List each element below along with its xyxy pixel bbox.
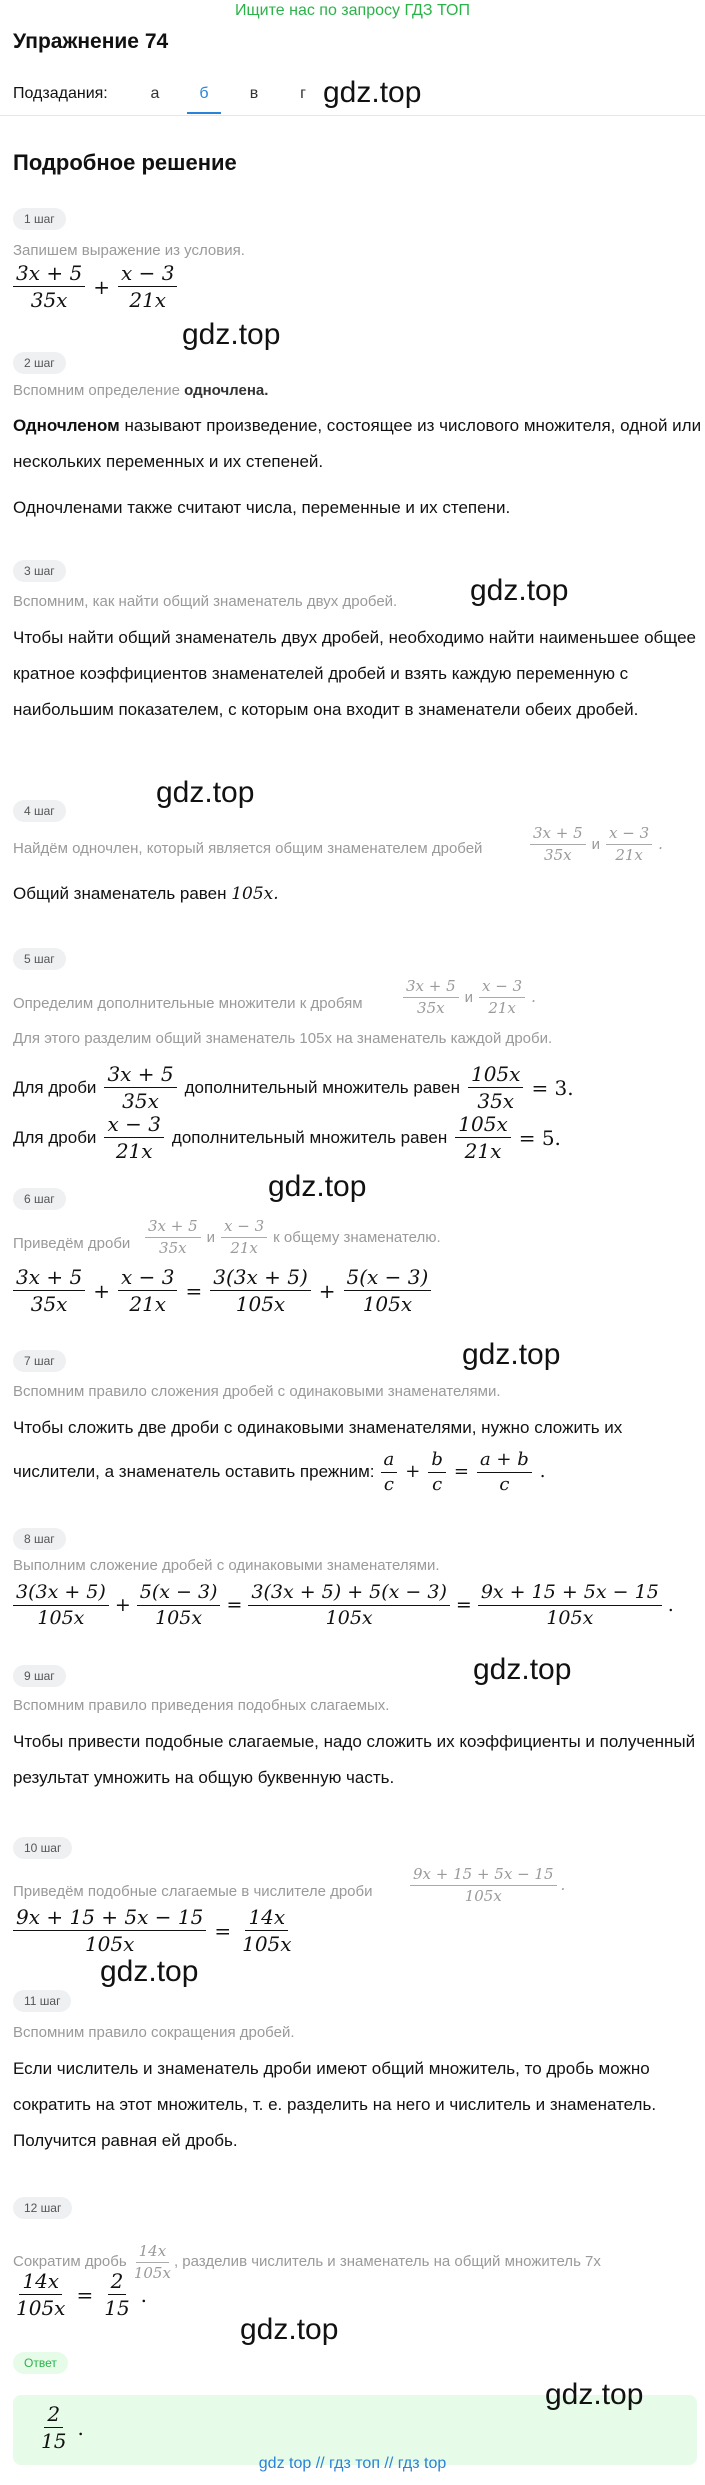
paragraph: Одночленами также считают числа, переменные и их степени. [13, 498, 511, 517]
step-badge: 11 шаг [13, 1990, 71, 2012]
equation: $\frac{14x}{105x}$ = $\frac{2}{15}$ . [16, 2269, 148, 2320]
step-badge: 4 шаг [13, 800, 66, 822]
step-badge: 6 шаг [13, 1188, 66, 1210]
subtasks-label: Подзадания: [13, 85, 108, 102]
step-badge: 8 шаг [13, 1528, 66, 1550]
watermark: gdz.top [240, 2313, 339, 2346]
step-note: Определим дополнительные множители к дробям [13, 995, 363, 1012]
step-badge: 12 шаг [13, 2197, 72, 2219]
paragraph: Если числитель и знаменатель дроби имеют общий множитель, то дробь можно сократить на этот множитель, т. е. разделить на него и числитель и знаменатель. Получится равная ей дробь. [13, 2059, 657, 2150]
note-fractions: $\frac{9x + 15 + 5x - 15}{105x}$ . [410, 1866, 565, 1904]
step-note: Вспомним определение одночлена. [13, 382, 269, 399]
step-badge: 3 шаг [13, 560, 66, 582]
equation: $\frac{3(3x + 5)}{105x}$ + $\frac{5(x - 3)}{105x}$ = $\frac{3(3x + 5) + 5(x - 3)}{105x}$ = $\frac{9x + 15 + 5x - 15}{105x}$ . [13, 1582, 674, 1629]
watermark: gdz.top [470, 574, 569, 607]
step-note: Вспомним правило сложения дробей с одинаковыми знаменателями. [13, 1383, 501, 1400]
watermark: gdz.top [323, 76, 422, 109]
note-fractions: $\frac{3x + 5}{35x}$ и $\frac{x - 3}{21x}$ . [530, 825, 663, 863]
step-badge: 10 шаг [13, 1837, 72, 1859]
watermark: gdz.top [100, 1955, 199, 1988]
search-banner[interactable]: Ищите нас по запросу ГДЗ ТОП [235, 2, 470, 19]
expression: $\frac{3x + 5}{35x}$ + $\frac{x - 3}{21x}$ [13, 262, 177, 311]
tab-a[interactable]: а [150, 85, 160, 102]
step-badge: 1 шаг [13, 208, 66, 230]
equation: $\frac{3x + 5}{35x}$ + $\frac{x - 3}{21x}$ = $\frac{3(3x + 5)}{105x}$ + $\frac{5(x - 3)}{105x}$ [13, 1266, 431, 1315]
tabs-divider [0, 115, 705, 116]
watermark: gdz.top [268, 1170, 367, 1203]
step-note: Запишем выражение из условия. [13, 242, 245, 259]
watermark: gdz.top [182, 318, 281, 351]
watermark: gdz.top [473, 1653, 572, 1686]
note-fractions: $\frac{3x + 5}{35x}$ и $\frac{x - 3}{21x}$ к общему знаменателю. [145, 1218, 441, 1256]
answer-value: $\frac{2}{15}$ . [41, 2402, 84, 2453]
tab-g[interactable]: г [300, 85, 306, 102]
step-badge: 5 шаг [13, 948, 66, 970]
step-badge: 2 шаг [13, 352, 66, 374]
step-note: Найдём одночлен, который является общим знаменателем дробей [13, 840, 483, 857]
step-note: Выполним сложение дробей с одинаковыми знаменателями. [13, 1557, 440, 1574]
watermark: gdz.top [545, 2378, 644, 2411]
paragraph: числители, а знаменатель оставить прежним: $\frac{a}{c}$ + $\frac{b}{c}$ = $\frac{a + b}{c}$ . [13, 1449, 546, 1495]
step-note: Для этого разделим общий знаменатель 105x на знаменатель каждой дроби. [13, 1030, 553, 1047]
paragraph: Чтобы сложить две дроби с одинаковыми знаменателями, нужно сложить их [13, 1418, 623, 1437]
exercise-title: Упражнение 74 [13, 30, 169, 53]
section-title: Подробное решение [13, 150, 237, 175]
step-note: Сократим дробь $\frac{14x}{105x}$ , разделив числитель и знаменатель на общий множитель 7x [13, 2242, 601, 2282]
note-fractions: $\frac{3x + 5}{35x}$ и $\frac{x - 3}{21x}$ . [403, 978, 536, 1016]
answer-badge: Ответ [13, 2352, 68, 2374]
definition-paragraph: Одночленом называют произведение, состоящее из числового множителя, одной или нескольких переменных и их степеней. [13, 416, 702, 471]
step-note: Вспомним правило приведения подобных слагаемых. [13, 1697, 390, 1714]
tab-v[interactable]: в [249, 85, 259, 102]
paragraph: Общий знаменатель равен 105x. [13, 884, 279, 904]
paragraph: Чтобы найти общий знаменатель двух дробей, необходимо найти наименьшее общее кратное коэффициентов знаменателей дробей и взять каждую переменную с наибольшим показателем, с которым она входит в знаменатели обеих дробей. [13, 628, 696, 719]
footer-links[interactable]: gdz top // гдз топ // гдз top [258, 2455, 447, 2472]
step-badge: 9 шаг [13, 1665, 66, 1687]
step-note: Вспомним, как найти общий знаменатель двух дробей. [13, 593, 398, 610]
step-badge: 7 шаг [13, 1350, 66, 1372]
paragraph: Чтобы привести подобные слагаемые, надо сложить их коэффициенты и полученный результат умножить на общую буквенную часть. [13, 1732, 696, 1787]
watermark: gdz.top [156, 776, 255, 809]
step-note: Приведём подобные слагаемые в числителе дроби [13, 1883, 373, 1900]
step-note: Приведём дроби [13, 1235, 131, 1252]
tab-b[interactable]: б [187, 85, 221, 114]
step-note: Вспомним правило сокращения дробей. [13, 2024, 295, 2041]
multiplier-row: Для дроби $\frac{x - 3}{21x}$ дополнительный множитель равен $\frac{105x}{21x}$ = 5. [13, 1112, 561, 1163]
equation: $\frac{9x + 15 + 5x - 15}{105x}$ = $\frac{14x}{105x}$ [13, 1906, 295, 1955]
watermark: gdz.top [462, 1338, 561, 1371]
multiplier-row: Для дроби $\frac{3x + 5}{35x}$ дополнительный множитель равен $\frac{105x}{35x}$ = 3. [13, 1062, 574, 1113]
